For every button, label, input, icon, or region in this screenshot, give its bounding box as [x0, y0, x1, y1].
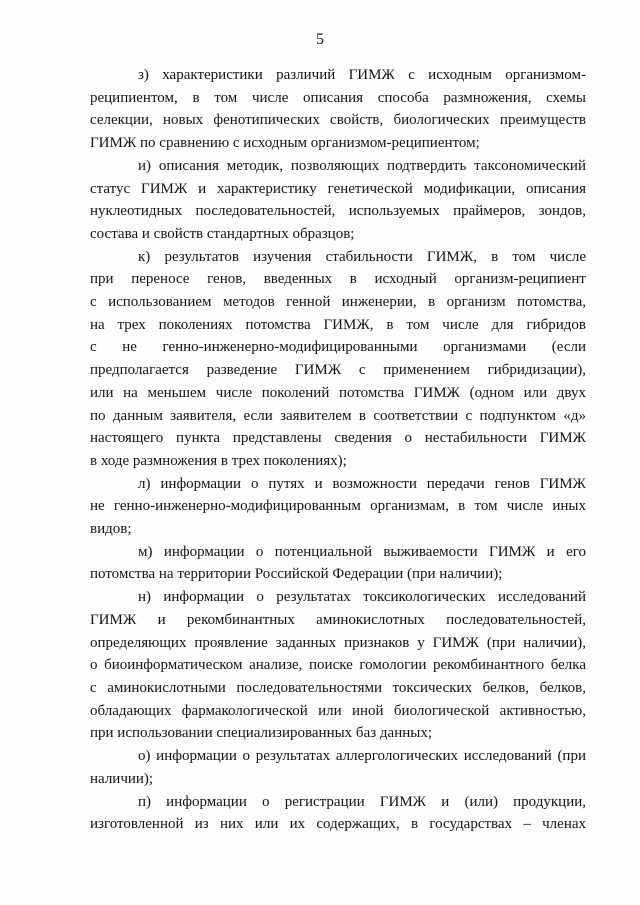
paragraph [90, 541, 586, 586]
paragraph-line: наличии); [90, 770, 154, 787]
paragraph [90, 745, 586, 790]
paragraph-line: с аминокислотными последовательностями токсических белков, белков, [90, 679, 586, 696]
paragraph-line: м) информации о потенциальной выживаемости ГИМЖ и его [138, 543, 586, 560]
paragraph-line: потомства на территории Российской Федерации (при наличии); [90, 566, 503, 583]
paragraph-line: или на меньшем числе поколений потомства ГИМЖ (одном или двух [90, 384, 586, 401]
paragraph [90, 586, 586, 745]
paragraph-line: нуклеотидных последовательностей, используемых праймеров, зондов, [90, 203, 586, 220]
paragraph-line: при переносе генов, введенных в исходный организм-реципиент [90, 271, 586, 288]
paragraph-line: настоящего пункта представлены сведения о нестабильности ГИМЖ [90, 430, 586, 447]
paragraph-line: в ходе размножения в трех поколениях); [90, 452, 347, 469]
paragraph-line: и) описания методик, позволяющих подтвердить таксономический [138, 157, 586, 174]
paragraph [90, 791, 586, 836]
paragraph-line: по данным заявителя, если заявителем в соответствии с подпунктом «д» [90, 407, 586, 424]
paragraph-line: статус ГИМЖ и характеристику генетической модификации, описания [90, 180, 586, 197]
paragraph-line: обладающих фармакологической или иной биологической активностью, [90, 702, 586, 719]
paragraph-line: на трех поколениях потомства ГИМЖ, в том числе для гибридов [90, 316, 586, 333]
paragraph-line: определяющих проявление заданных признаков у ГИМЖ (при наличии), [90, 634, 586, 651]
paragraph-line: изготовленной из них или их содержащих, в государствах – членах [90, 816, 586, 833]
paragraph-line: состава и свойств стандартных образцов; [90, 225, 355, 242]
paragraph-line: о) информации о результатах аллергологических исследований (при [138, 748, 586, 765]
paragraph-line: селекции, новых фенотипических свойств, биологических преимуществ [90, 112, 586, 129]
paragraph-line: с использованием методов генной инженерии, в организм потомства, [90, 294, 586, 311]
paragraph-line: з) характеристики различий ГИМЖ с исходным организмом- [138, 67, 586, 83]
paragraph-line: видов; [90, 521, 132, 538]
document-body [90, 64, 586, 836]
paragraph-line: н) информации о результатах токсикологических исследований [138, 589, 586, 606]
page-number: 5 [316, 31, 324, 48]
paragraph-line: с не генно-инженерно-модифицированными организмами (если [90, 339, 586, 356]
paragraph-line: ГИМЖ по сравнению с исходным организмом-реципиентом; [90, 135, 480, 152]
paragraph-line: о биоинформатическом анализе, поиске гомологии рекомбинантного белка [90, 657, 586, 674]
paragraph-line: п) информации о регистрации ГИМЖ и (или) продукции, [138, 793, 586, 810]
paragraph [90, 155, 586, 246]
paragraph-line: при использовании специализированных баз данных; [90, 725, 432, 742]
paragraph [90, 473, 586, 541]
paragraph [90, 246, 586, 473]
paragraph-line: реципиентом, в том числе описания способа размножения, схемы [90, 89, 586, 106]
paragraph [90, 64, 586, 155]
paragraph-line: ГИМЖ и рекомбинантных аминокислотных последовательностей, [90, 611, 586, 628]
paragraph-line: не генно-инженерно-модифицированным организмам, в том числе иных [90, 498, 586, 515]
paragraph-line: к) результатов изучения стабильности ГИМЖ, в том числе [138, 248, 586, 265]
paragraph-line: предполагается разведение ГИМЖ с применением гибридизации), [90, 362, 586, 379]
paragraph-line: л) информации о путях и возможности передачи генов ГИМЖ [138, 475, 586, 492]
